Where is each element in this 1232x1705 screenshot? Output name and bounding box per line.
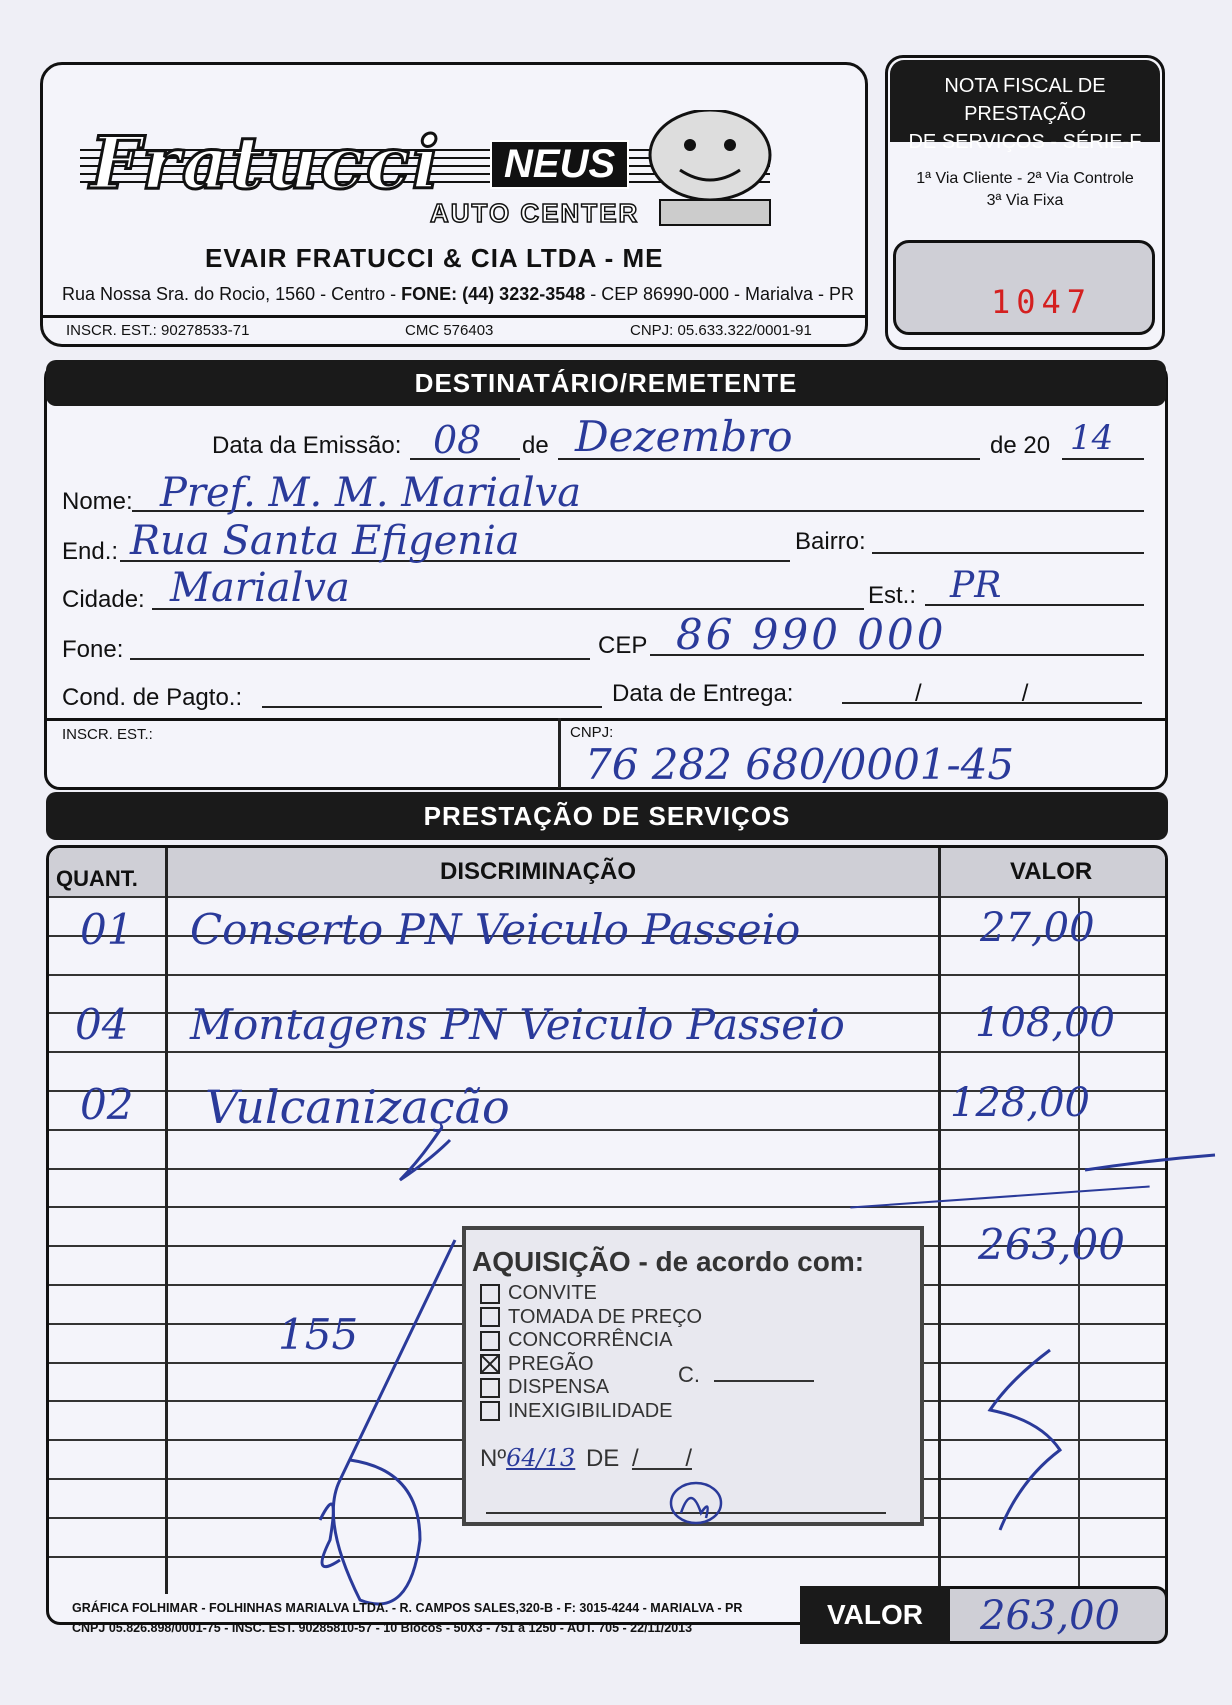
dest-cnpj-value: 76 282 680/0001-45	[585, 740, 1015, 789]
table-row-line	[49, 974, 1165, 976]
row2-quant: 04	[75, 1000, 129, 1049]
nome-label: Nome:	[62, 488, 133, 515]
table-row-line	[49, 1051, 1165, 1053]
stamp-c-text: C.	[678, 1362, 700, 1387]
stamp-option	[480, 1376, 702, 1400]
nota-title-line2: DE SERVIÇOS - SÉRIE-F	[908, 131, 1142, 153]
company-cnpj: CNPJ: 05.633.322/0001-91	[630, 322, 812, 339]
destinatario-title: DESTINATÁRIO/REMETENTE	[46, 360, 1166, 406]
row2-valor: 108,00	[975, 1000, 1115, 1046]
nota-title-line1: NOTA FISCAL DE PRESTAÇÃO	[944, 75, 1106, 125]
est-label: Est.:	[868, 582, 917, 609]
data-year-line	[1062, 458, 1144, 460]
brand-tagline: AUTO CENTER	[430, 198, 640, 228]
company-phone: FONE: (44) 3232-3548	[401, 284, 586, 304]
footer-valor-label: VALOR	[800, 1586, 950, 1644]
stamp-n-value: 64/13	[506, 1444, 576, 1472]
cep-label: CEP	[598, 632, 648, 659]
total-value: 263,00	[978, 1220, 1125, 1269]
col-divider-quant	[165, 848, 168, 1594]
row1-valor: 27,00	[980, 905, 1095, 951]
nome-value: Pref. M. M. Marialva	[160, 470, 582, 516]
header-divider	[42, 315, 866, 318]
footer-valor: 263,00	[980, 1593, 1120, 1639]
checkbox-icon	[480, 1307, 500, 1327]
stamp-option-label: DISPENSA	[508, 1376, 610, 1398]
table-row-line	[49, 896, 1165, 898]
entrega-separators: / /	[915, 680, 1029, 707]
row3-desc: Vulcanização	[205, 1080, 510, 1134]
footer-valor-box	[950, 1586, 1168, 1644]
checkbox-icon	[480, 1284, 500, 1304]
table-row-line	[49, 1168, 1165, 1170]
de-label: de	[522, 432, 549, 459]
fone-label: Fone:	[62, 636, 124, 663]
stamp-n-label: Nº	[480, 1445, 507, 1472]
stamp-initials-icon	[666, 1478, 726, 1528]
de20-label: de 20	[990, 432, 1051, 459]
company-address	[62, 284, 854, 305]
data-month: Dezembro	[575, 412, 793, 461]
stamp-option	[480, 1353, 702, 1377]
nota-via-line2: 3ª Via Fixa	[986, 192, 1064, 209]
table-row-line	[49, 1556, 1165, 1558]
nota-number-box	[893, 240, 1155, 335]
note-number: 155	[278, 1310, 359, 1359]
end-label: End.:	[62, 538, 119, 565]
nota-vias	[890, 168, 1160, 212]
address-suffix: - CEP 86990-000 - Marialva - PR	[585, 284, 855, 304]
entrega-label: Data de Entrega:	[612, 680, 794, 707]
dest-inscr-label: INSCR. EST.:	[62, 726, 153, 743]
dest-cnpj-label: CNPJ:	[570, 724, 614, 741]
col-disc-header: DISCRIMINAÇÃO	[440, 858, 636, 885]
company-name: EVAIR FRATUCCI & CIA LTDA - ME	[205, 243, 664, 273]
col-divider-valor	[938, 848, 941, 1594]
inscr-est: INSCR. EST.: 90278533-71	[66, 322, 250, 339]
cidade-value: Marialva	[170, 565, 350, 611]
checkbox-icon	[480, 1354, 500, 1374]
data-day: 08	[433, 418, 482, 462]
row3-valor: 128,00	[950, 1080, 1090, 1126]
aquisicao-stamp	[462, 1226, 924, 1526]
address-prefix: Rua Nossa Sra. do Rocio, 1560 - Centro -	[62, 284, 402, 304]
stamp-de-label: DE	[585, 1445, 620, 1472]
stamp-option	[480, 1329, 702, 1353]
stamp-c-line	[714, 1380, 814, 1382]
row1-quant: 01	[80, 905, 134, 954]
checkbox-icon	[480, 1401, 500, 1421]
stamp-c-label	[678, 1362, 814, 1388]
stamp-option-label: CONCORRÊNCIA	[508, 1329, 673, 1351]
stamp-options	[480, 1282, 702, 1423]
stamp-option-label: CONVITE	[508, 1282, 597, 1304]
cep-value: 86 990 000	[676, 610, 947, 659]
end-value: Rua Santa Efigenia	[130, 518, 520, 564]
company-logo	[70, 110, 790, 230]
row2-desc: Montagens PN Veiculo Passeio	[190, 1000, 845, 1049]
bairro-label: Bairro:	[795, 528, 866, 555]
stamp-option	[480, 1306, 702, 1330]
cmc: CMC 576403	[405, 322, 494, 339]
brand-sub: NEUS	[490, 140, 629, 189]
stamp-option	[480, 1282, 702, 1306]
grafica-info	[52, 1592, 800, 1640]
est-value: PR	[950, 565, 1002, 606]
table-row-line	[49, 1206, 1165, 1208]
row3-quant: 02	[80, 1080, 134, 1129]
data-year: 14	[1070, 418, 1114, 458]
cond-pagto-label: Cond. de Pagto.:	[62, 684, 243, 711]
data-emissao-label: Data da Emissão:	[212, 432, 402, 459]
stamp-n-row	[480, 1444, 692, 1473]
fone-line	[130, 658, 590, 660]
stamp-option-label: PREGÃO	[508, 1352, 594, 1375]
servicos-title: PRESTAÇÃO DE SERVIÇOS	[46, 792, 1168, 840]
col-valor-header: VALOR	[1010, 858, 1093, 885]
bairro-line	[872, 552, 1144, 554]
stamp-option	[480, 1400, 702, 1424]
stamp-option-label: INEXIGIBILIDADE	[508, 1399, 673, 1422]
grafica-line1: GRÁFICA FOLHIMAR - FOLHINHAS MARIALVA LTDA. - R. CAMPOS SALES,320-B - F: 3015-4244 - MARIALVA - PR	[72, 1601, 743, 1615]
col-quant-header: QUANT.	[56, 866, 138, 891]
brand-main: Fratucci	[90, 120, 442, 205]
nota-number: 1047	[990, 283, 1092, 321]
dest-bottom-vdivider	[558, 718, 561, 788]
dest-bottom-divider	[46, 718, 1166, 721]
nota-title	[890, 60, 1160, 153]
checkbox-icon	[480, 1331, 500, 1351]
cond-pagto-line	[262, 706, 602, 708]
stamp-option-label: TOMADA DE PREÇO	[508, 1305, 703, 1328]
grafica-line2: CNPJ 05.826.898/0001-75 - INSC. EST. 90285810-57 - 10 Blocos - 50X3 - 751 à 1250 - AUT. 705 - 22/11/2013	[72, 1621, 693, 1635]
stamp-title: AQUISIÇÃO - de acordo com:	[472, 1246, 865, 1277]
nota-via-line1: 1ª Via Cliente - 2ª Via Controle	[916, 170, 1134, 187]
row1-desc: Conserto PN Veiculo Passeio	[190, 905, 801, 954]
cidade-label: Cidade:	[62, 586, 145, 613]
stamp-date-sep: / /	[631, 1445, 692, 1472]
checkbox-icon	[480, 1378, 500, 1398]
